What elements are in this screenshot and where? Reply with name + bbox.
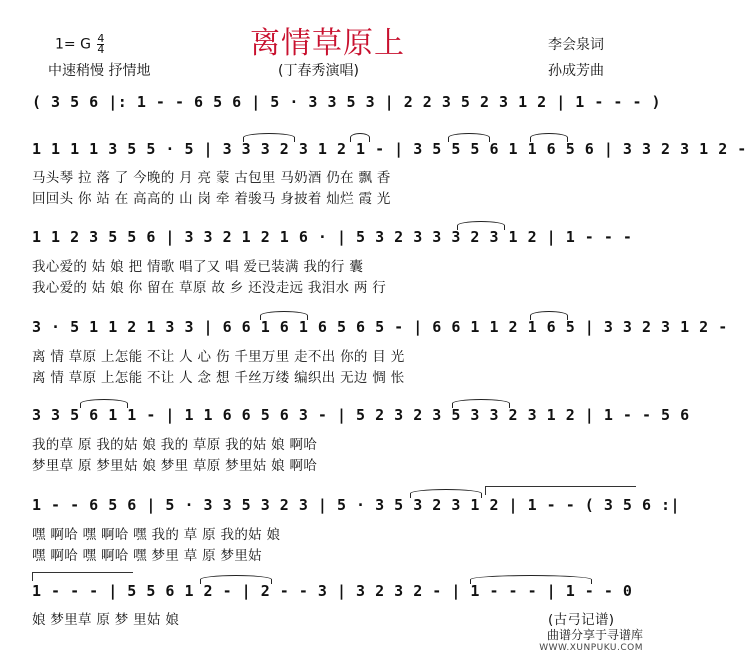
score-row-3: 1 1 2 3 5 5 6 | 3 3 2 1 2 1 6 · | 5 3 2 3 3 3 2 3 1 2 | 1 - - - <box>32 228 633 246</box>
footer-share-text: 曲谱分享于寻谱库 <box>546 628 643 642</box>
lyric-row-3-verse-1: 我心爱的 姑 娘 把 情歌 唱了又 唱 爱已装满 我的行 囊 <box>32 259 364 275</box>
key-signature <box>55 34 104 55</box>
lyric-row-7-verse-1: 娘 梦里草 原 梦 里姑 娘 <box>32 612 180 628</box>
lyric-row-6-verse-1: 嘿 啊哈 嘿 啊哈 嘿 我的 草 原 我的姑 娘 <box>32 527 281 543</box>
lyric-row-2-verse-1: 马头琴 拉 落 了 今晚的 月 亮 蒙 古包里 马奶酒 仍在 飘 香 <box>32 170 391 186</box>
song-title: 离情草原上 <box>250 26 405 61</box>
composer-credit: 孙成芳曲 <box>548 63 604 79</box>
slur-mark <box>530 311 568 320</box>
slur-mark <box>448 133 490 142</box>
lyric-row-4-verse-1: 离 情 草原 上怎能 不让 人 心 伤 千里万里 走不出 你的 目 光 <box>32 349 405 365</box>
singer-credit: (丁春秀演唱) <box>278 63 359 79</box>
slur-mark <box>410 489 482 498</box>
slur-mark <box>200 575 272 584</box>
time-signature <box>97 34 104 55</box>
slur-mark <box>80 399 128 408</box>
slur-mark <box>530 133 568 142</box>
lyric-row-5-verse-2: 梦里草 原 梦里姑 娘 梦里 草原 梦里姑 娘 啊哈 <box>32 458 318 474</box>
time-top: 4 <box>97 32 105 45</box>
lyric-row-2-verse-2: 回回头 你 站 在 高高的 山 岗 牵 着骏马 身披着 灿烂 霞 光 <box>32 191 391 207</box>
score-row-2: 1 1 1 1 3 5 5 · 5 | 3 3 3 2 3 1 2 1 - | 3 5 5 5 6 1 1 6 5 6 | 3 3 2 3 1 2 - <box>32 140 747 158</box>
lyricist-credit: 李会泉词 <box>548 37 604 53</box>
slur-mark <box>260 311 308 320</box>
footer-site-url: WWW.XUNPUKU.COM <box>539 643 643 653</box>
lyric-row-4-verse-2: 离 情 草原 上怎能 不让 人 念 想 千丝万缕 编织出 无边 惆 怅 <box>32 370 405 386</box>
score-row-5: 3 3 5 6 1 1 - | 1 1 6 6 5 6 3 - | 5 2 3 2 3 5 3 3 2 3 1 2 | 1 - - 5 6 <box>32 406 690 424</box>
slur-mark <box>452 399 510 408</box>
score-row-6: 1 - - 6 5 6 | 5 · 3 3 5 3 2 3 | 5 · 3 5 3 2 3 1 2 | 1 - - ( 3 5 6 :| <box>32 496 681 514</box>
slur-mark <box>350 133 370 142</box>
volta-bracket-2 <box>32 572 133 581</box>
key-label: 1= G <box>55 36 91 53</box>
volta-bracket-1 <box>485 486 636 495</box>
time-bottom: 4 <box>97 43 105 56</box>
slur-mark <box>243 133 295 142</box>
slur-mark <box>457 221 505 230</box>
slur-mark <box>470 575 592 584</box>
lyric-row-6-verse-2: 嘿 啊哈 嘿 啊哈 嘿 梦里 草 原 梦里姑 <box>32 548 262 564</box>
lyric-row-5-verse-1: 我的草 原 我的姑 娘 我的 草原 我的姑 娘 啊哈 <box>32 437 318 453</box>
score-row-1: ( 3 5 6 |: 1 - - 6 5 6 | 5 · 3 3 5 3 | 2 2 3 5 2 3 1 2 | 1 - - - ) <box>32 93 662 111</box>
score-row-7: 1 - - - | 5 5 6 1 2 - | 2 - - 3 | 3 2 3 2 - | 1 - - - | 1 - - 0 <box>32 582 633 600</box>
footer-watermark <box>539 626 643 653</box>
lyric-row-3-verse-2: 我心爱的 姑 娘 你 留在 草原 故 乡 还没走远 我泪水 两 行 <box>32 280 387 296</box>
tempo-marking: 中速稍慢 抒情地 <box>48 63 151 79</box>
score-row-4: 3 · 5 1 1 2 1 3 3 | 6 6 1 6 1 6 5 6 5 - | 6 6 1 1 2 1 6 5 | 3 3 2 3 1 2 - <box>32 318 728 336</box>
transcriber-note: (古弓记谱) <box>548 612 615 628</box>
